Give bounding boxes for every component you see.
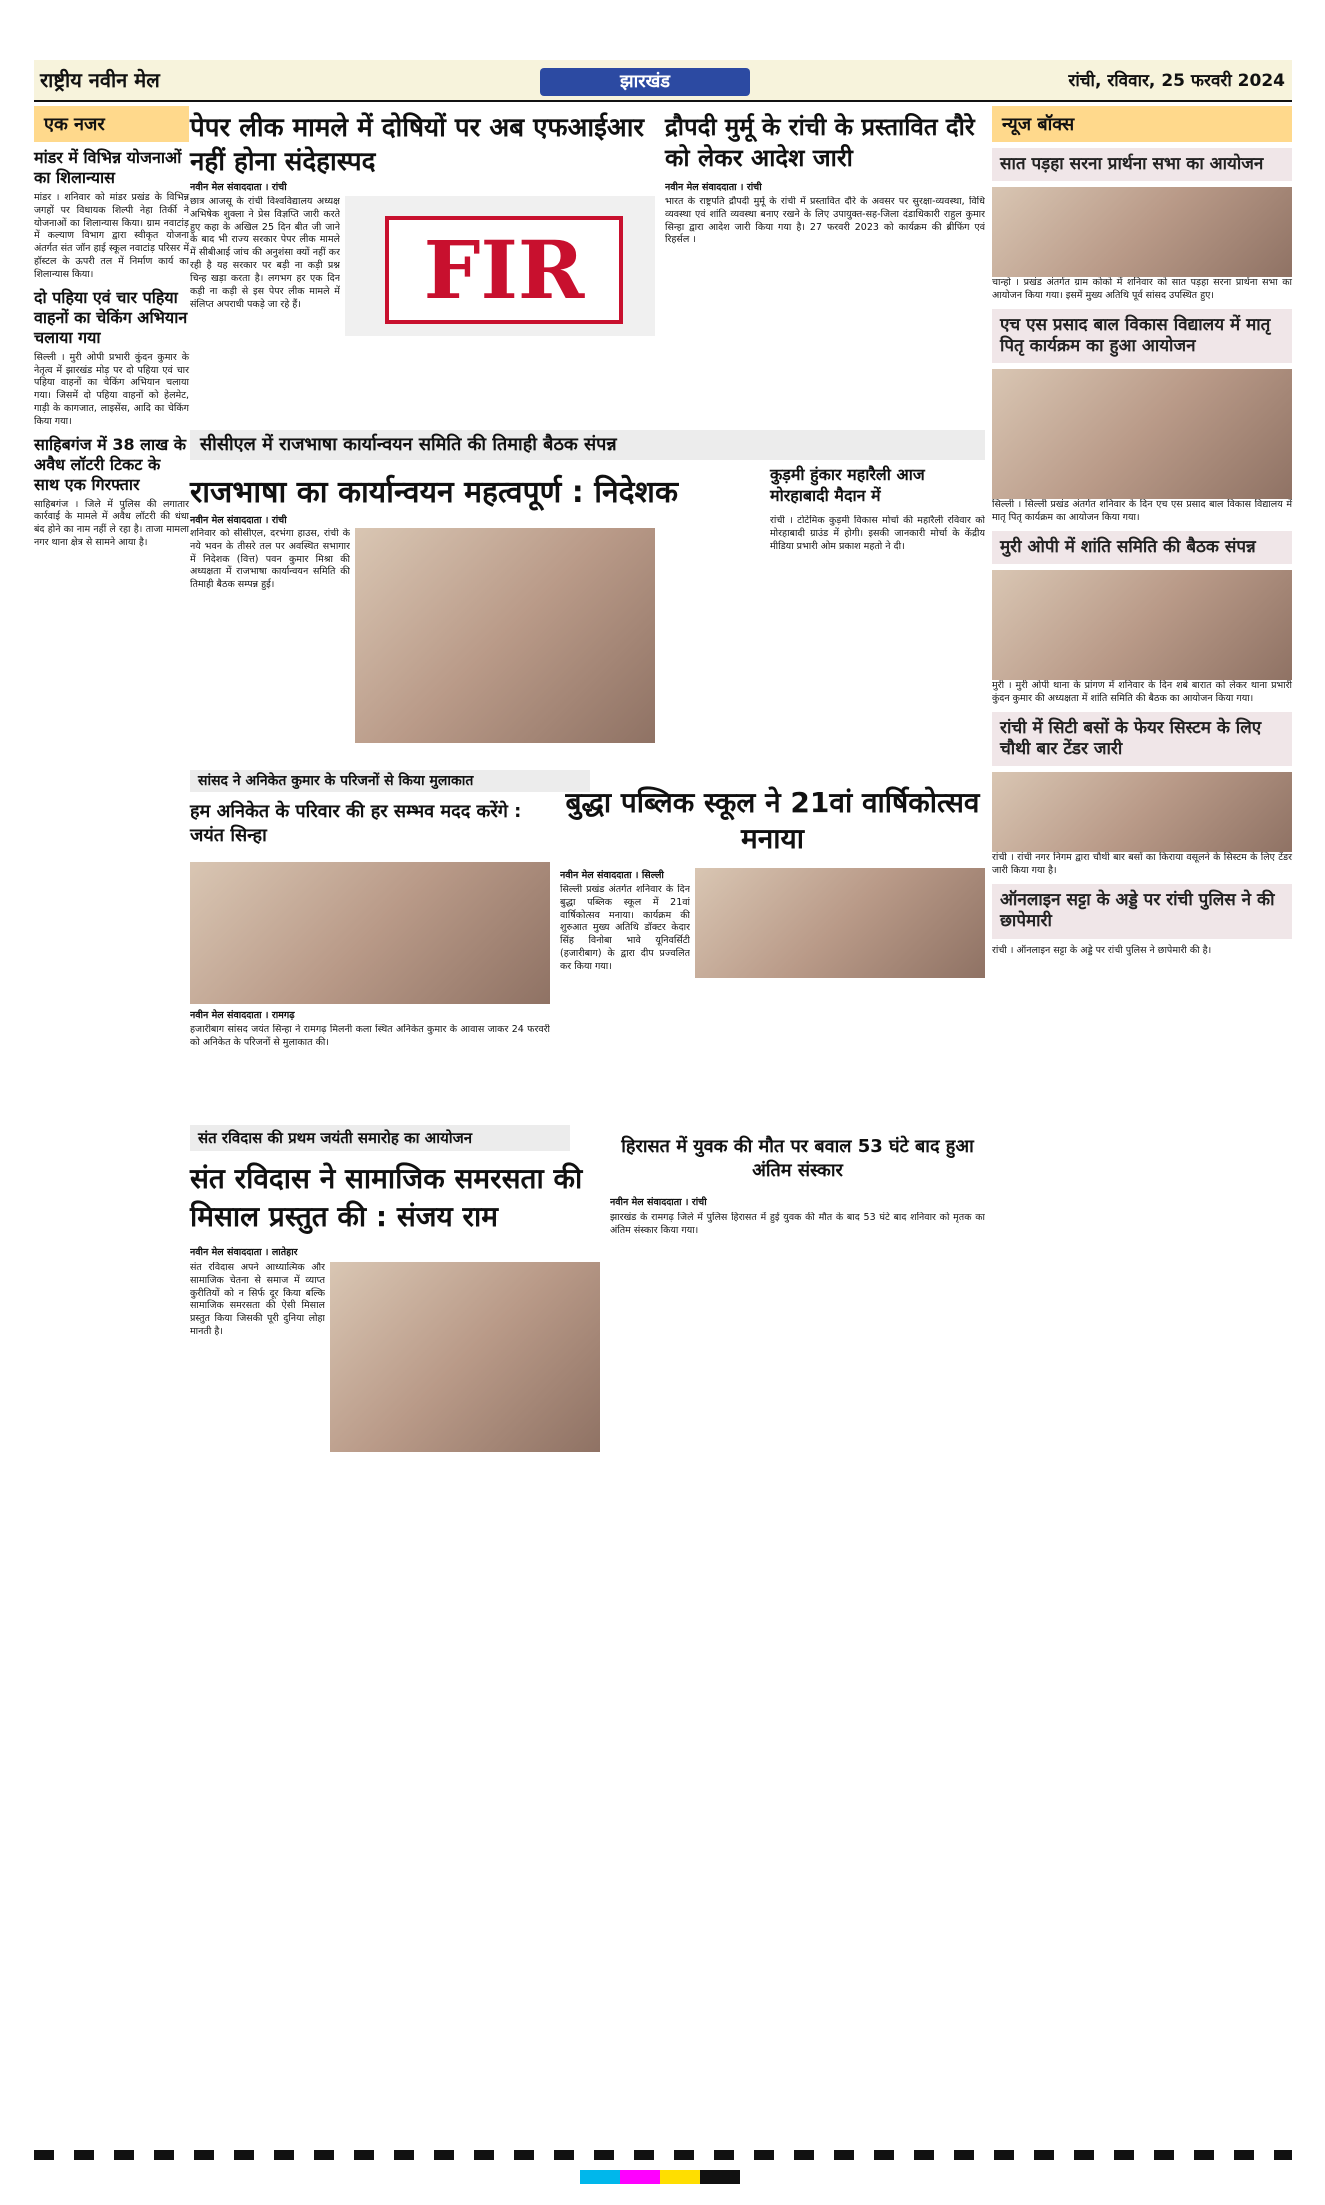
fir-image	[345, 196, 655, 336]
story6-byline: नवीन मेल संवाददाता । सिल्ली	[560, 870, 664, 881]
right-column	[992, 106, 1292, 2146]
right-photo-3	[992, 570, 1292, 680]
story1-byline: नवीन मेल संवाददाता । रांची	[190, 182, 287, 193]
right-headline-1: सात पड़हा सरना प्रार्थना सभा का आयोजन	[992, 148, 1292, 181]
story6-body: सिल्ली प्रखंड अंतर्गत शनिवार के दिन बुद्धा पब्लिक स्कूल में 21वां वार्षिकोत्सव मनाया। कार्यक्रम की शुरुआत मुख्य अतिथि डॉक्टर केदार सिंह विनोबा भावे यूनिवर्सिटी (हजारीबाग) के द्वारा दीप प्रज्वलित कर किया गया।	[560, 884, 690, 972]
left-headline-2: दो पहिया एवं चार पहिया वाहनों का चेकिंग अभियान चलाया गया	[34, 287, 188, 347]
strip3: संत रविदास की प्रथम जयंती समारोह का आयोजन	[190, 1125, 570, 1151]
fir-text: FIR	[385, 216, 623, 324]
story4-headline: कुड़मी हुंकार महारैली आज मोरहाबादी मैदान में	[770, 465, 925, 505]
right-photo-1	[992, 187, 1292, 277]
left-column	[34, 106, 189, 2146]
story5-headline: हम अनिकेत के परिवार की हर सम्भव मदद करेंगे : जयंत सिन्हा	[190, 801, 522, 847]
story8-byline: नवीन मेल संवाददाता । रांची	[610, 1197, 707, 1208]
story7-photo	[330, 1262, 600, 1452]
story5-photo	[190, 862, 550, 1004]
strip2: सांसद ने अनिकेत कुमार के परिजनों से किया मुलाकात	[190, 770, 590, 792]
right-body-4: रांची । रांची नगर निगम द्वारा चौथी बार बसों का किराया वसूलने के सिस्टम के लिए टेंडर जारी किया गया है।	[992, 852, 1292, 877]
right-headline-4: रांची में सिटी बसों के फेयर सिस्टम के लिए चौथी बार टेंडर जारी	[992, 712, 1292, 767]
left-headline-3: साहिबगंज में 38 लाख के अवैध लॉटरी टिकट के साथ एक गिरफ्तार	[34, 434, 187, 494]
right-body-1: चान्हो । प्रखंड अंतर्गत ग्राम कोको में शनिवार को सात पड़हा सरना प्रार्थना सभा का आयोजन किया गया। इसमें मुख्य अतिथि पूर्व सांसद उपस्थित हुए।	[992, 277, 1292, 302]
story7-headline: संत रविदास ने सामाजिक समरसता की मिसाल प्रस्तुत की : संजय राम	[190, 1162, 583, 1233]
strip1: सीसीएल में राजभाषा कार्यान्वयन समिति की तिमाही बैठक संपन्न	[190, 430, 985, 460]
right-body-3: मुरी । मुरी ओपी थाना के प्रांगण में शनिवार के दिन शबे बारात को लेकर थाना प्रभारी कुंदन कुमार की अध्यक्षता में शांति समिति की बैठक का आयोजन किया गया।	[992, 680, 1292, 705]
story8-body: झारखंड के रामगढ़ जिले में पुलिस हिरासत में हुई युवक की मौत के बाद 53 घंटे बाद शनिवार को मृतक का अंतिम संस्कार किया गया।	[610, 1212, 985, 1236]
left-tag: एक नजर	[34, 106, 189, 142]
right-headline-2: एच एस प्रसाद बाल विकास विद्यालय में मातृ पितृ कार्यक्रम का हुआ आयोजन	[992, 309, 1292, 364]
left-body-1: मांडर । शनिवार को मांडर प्रखंड के विभिन्न जगहों पर विधायक शिल्पी नेहा तिर्की ने योजनाओं का शिलान्यास किया। ग्राम नवाटांड़ में कल्याण विभाग द्वारा स्वीकृत योजना अंतर्गत संत जॉन हाई स्कूल नवाटांड़ परिसर में हॉस्टल के ऊपरी तल में निर्माण कार्य का शिलान्यास किया।	[34, 192, 189, 280]
story5-body: हजारीबाग सांसद जयंत सिन्हा ने रामगढ़ मिलनी कला स्थित अनिकेत कुमार के आवास जाकर 24 फरवरी को अनिकेत के परिजनों से मुलाकात की।	[190, 1024, 550, 1048]
story7-body: संत रविदास अपने आध्यात्मिक और सामाजिक चेतना से समाज में व्याप्त कुरीतियों को न सिर्फ दूर किया बल्कि सामाजिक समरसता की ऐसी मिसाल प्रस्तुत किया जिसकी पूरी दुनिया लोहा मानती है।	[190, 1262, 325, 1338]
right-body-5: रांची । ऑनलाइन सट्टा के अड्डे पर रांची पुलिस ने छापेमारी की है।	[992, 944, 1212, 956]
story2-body: भारत के राष्ट्रपति द्रौपदी मुर्मू के रांची में प्रस्तावित दौरे के अवसर पर सुरक्षा-व्यवस्था, विधि व्यवस्था एवं शांति व्यवस्था बनाए रखने के लिए उपायुक्त-सह-जिला दंडाधिकारी राहुल कुमार सिन्हा द्वारा आदेश जारी किया गया है। 27 फरवरी 2023 को कार्यक्रम की ब्रीफिंग एवं रिहर्सल ।	[665, 196, 985, 246]
left-headline-1: मांडर में विभिन्न योजनाओं का शिलान्यास	[34, 148, 182, 187]
story2-headline: द्रौपदी मुर्मू के रांची के प्रस्तावित दौरे को लेकर आदेश जारी	[665, 113, 975, 173]
story3-photo	[355, 528, 655, 743]
story3-byline: नवीन मेल संवाददाता । रांची	[190, 515, 287, 526]
right-photo-4	[992, 772, 1292, 852]
story6-photo	[695, 868, 985, 978]
story5-byline: नवीन मेल संवाददाता । रामगढ़	[190, 1010, 295, 1021]
footer-strip	[34, 2150, 1292, 2160]
right-tag: न्यूज बॉक्स	[992, 106, 1292, 142]
left-body-3: साहिबगंज । जिले में पुलिस की लगातार कार्रवाई के मामले में अवैध लॉटरी की धंधा बंद होने का नाम नहीं ले रहा है। ताजा मामला नगर थाना क्षेत्र से सामने आया है।	[34, 498, 189, 548]
right-headline-3: मुरी ओपी में शांति समिति की बैठक संपन्न	[992, 531, 1292, 564]
dateline: रांची, रविवार, 25 फरवरी 2024	[1068, 71, 1285, 91]
story3-body: शनिवार को सीसीएल, दरभंगा हाउस, रांची के नये भवन के तीसरे तल पर अवस्थित सभागार में निदेशक (वित्त) पवन कुमार मिश्रा की अध्यक्षता में राजभाषा कार्यान्वयन समिति की तिमाही बैठक सम्पन्न हुई।	[190, 528, 350, 591]
left-body-2: सिल्ली । मुरी ओपी प्रभारी कुंदन कुमार के नेतृत्व में झारखंड मोड़ पर दो पहिया एवं चार पहिया वाहनों का चेकिंग अभियान चलाया गया। जिसमें दो पहिया वाहनों को हेलमेट, गाड़ी के कागजात, लाइसेंस, आदि का चेकिंग किया गया।	[34, 351, 189, 427]
story1-headline: पेपर लीक मामले में दोषियों पर अब एफआईआर नहीं होना संदेहास्पद	[190, 113, 645, 177]
story4-body: रांची । टोटेमिक कुड़मी विकास मोर्चा की महारैली रविवार को मोरहाबादी ग्राउंड में होगी। इसकी जानकारी मोर्चा के केंद्रीय मीडिया प्रभारी ओम प्रकाश महतो ने दी।	[770, 515, 985, 552]
right-body-2: सिल्ली । सिल्ली प्रखंड अंतर्गत शनिवार के दिन एच एस प्रसाद बाल विकास विद्यालय में मातृ पितृ कार्यक्रम का आयोजन किया गया।	[992, 499, 1292, 524]
right-photo-2	[992, 369, 1292, 499]
story8-headline: हिरासत में युवक की मौत पर बवाल 53 घंटे बाद हुआ अंतिम संस्कार	[621, 1136, 974, 1182]
story3-headline: राजभाषा का कार्यान्वयन महत्वपूर्ण : निदेशक	[190, 475, 678, 510]
section-tag: झारखंड	[540, 68, 750, 96]
story6-headline: बुद्धा पब्लिक स्कूल ने 21वां वार्षिकोत्सव मनाया	[565, 786, 980, 856]
story1-body: छात्र आजसू के रांची विश्वविद्यालय अध्यक्ष अभिषेक शुक्ला ने प्रेस विज्ञप्ति जारी करते हुए कहा के अखिल 25 दिन बीत जी जाने के बाद भी राज्य सरकार पेपर लीक मामले में सीबीआई जांच की अनुशंसा क्यों नहीं कर रही है यह सरकार पर बड़ी ना कड़ी प्रश्न चिन्ह खड़ा करता है। लगभग हर एक दिन कड़ी ना कड़ी से इस पेपर लीक मामले में संलिप्त अपराधी पकड़े जा रहे हैं।	[190, 196, 340, 310]
story2-byline: नवीन मेल संवाददाता । रांची	[665, 182, 762, 193]
right-headline-5: ऑनलाइन सट्टा के अड्डे पर रांची पुलिस ने की छापेमारी	[992, 884, 1292, 939]
print-colorbar	[580, 2170, 740, 2184]
masthead: राष्ट्रीय नवीन मेल	[40, 68, 160, 92]
story7-byline: नवीन मेल संवाददाता । लातेहार	[190, 1247, 298, 1258]
